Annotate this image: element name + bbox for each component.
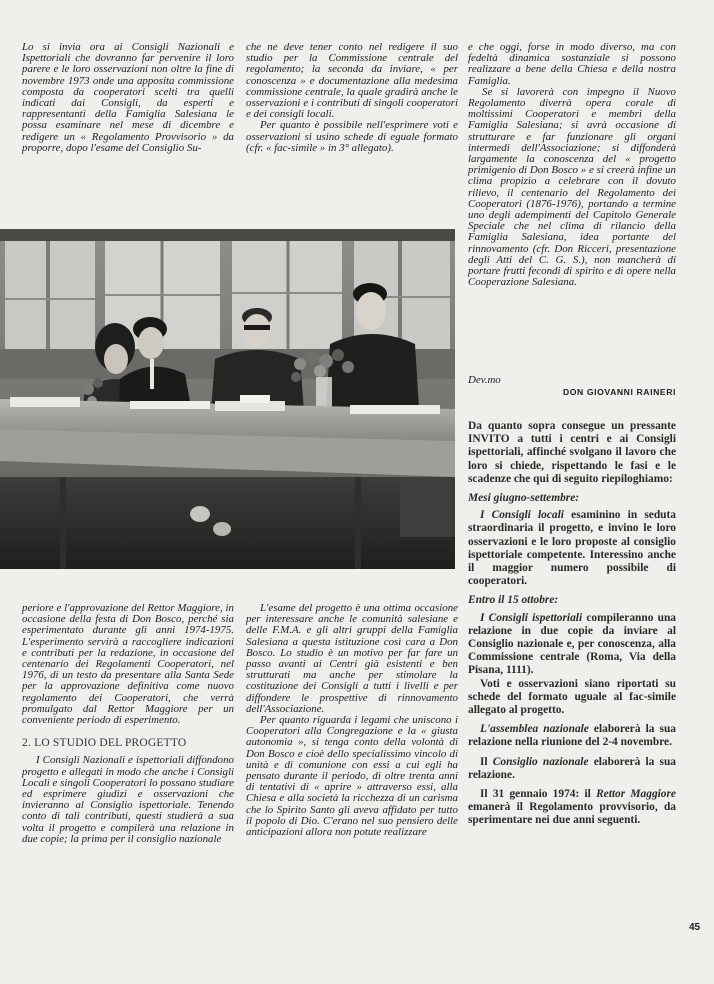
- text: emanerà il Regolamento provvisorio, da sperimentare nei due anni seguenti.: [468, 801, 676, 827]
- text: elaborerà la sua relazione nella riunione del 2-4 novembre.: [468, 723, 676, 749]
- section-heading: 2. LO STUDIO DEL PROGETTO: [22, 737, 187, 750]
- invitation-box: [468, 420, 676, 834]
- phase-paragraph: [468, 612, 676, 678]
- text: Il: [480, 755, 493, 768]
- emphasis: Consiglio nazionale: [492, 755, 589, 768]
- column-2-bottom: [246, 603, 458, 838]
- text: Il 31 gennaio 1974: il: [480, 788, 597, 801]
- phase-heading: Mesi giugno-settembre:: [468, 492, 580, 505]
- signature-block: [468, 374, 676, 397]
- paragraph: Se si lavorerà con impegno il Nuovo Regolamento diverrà opera corale di moltissimi Cooperatori e membri della Famiglia Salesiana; si avrà occasione di strutturare e far funzionare gli organi intermedi dell'Associazione; si diffonderà largamente la conoscenza del « progetto primigenio di Don Bosco » e si creerà infine un clima propizio a celebrare con il dovuto rilievo, il centenario del Regolamento dei Cooperatori (1876-1976), portando a termine uno degli adempimenti del Capitolo Generale Speciale che nel clima di rilancio della Famiglia Salesiana, idea portante del rinnovamento (cfr. Don Ricceri, presentazione degli Atti del C. G. S.), non mancherà di portare frutti fecondi di spirito e di opere nella Cooperazione Salesiana.: [468, 85, 676, 289]
- phase-paragraph: [468, 788, 676, 828]
- emphasis: Rettor Maggiore: [596, 788, 676, 801]
- column-1-bottom: [22, 603, 234, 845]
- text: esaminino in seduta straordinaria il progetto, e invino le loro osservazioni e le loro proposte al consiglio ispettoriale competente. Interessino anche il maggior numero possibile di cooperatori.: [468, 509, 676, 588]
- page-number: 45: [689, 922, 701, 933]
- paragraph: I Consigli Nazionali e ispettoriali diffondono progetto e allegati in modo che anche i Consigli Locali e singoli Cooperatori lo possano studiare ed esprimere giudizi e osservazioni che invieranno al Consiglio ispettoriale. Tenendo conto di tali contributi, questi studierà a sua volta il progetto e compilerà una relazione in due copie; la prima per il consiglio nazionale: [22, 754, 234, 845]
- text: compileranno una relazione in due copie da inviare al Consiglio nazionale e, per conoscenza, alla Commissione centrale (Roma, Via della Pisana, 1111).: [468, 611, 677, 677]
- text: elaborerà la sua relazione.: [468, 755, 677, 781]
- paragraph: e che oggi, forse in modo diverso, ma con fedeltà dinamica sostanziale si possono realizzare a bene della Chiesa e della nostra Famiglia.: [468, 41, 676, 87]
- column-1-top: [22, 42, 234, 154]
- intro-paragraph: Da quanto sopra consegue un pressante INVITO a tutti i centri e ai Consigli ispettoriali, affinché svolgano il lavoro che loro si chiede, rispettando le fasi e le scadenze che qui di seguito riepiloghiamo:: [468, 420, 676, 485]
- signature-name: DON GIOVANNI RAINERI: [562, 387, 676, 397]
- emphasis: I Consigli locali: [480, 509, 564, 522]
- paragraph: Lo si invia ora ai Consigli Nazionali e Ispettoriali che dovranno far pervenire il loro parere e le loro osservazioni non oltre la fine di novembre 1973 onde una apposita commissione composta da cooperatori scelti tra quelli indicati dai Consigli, da esperti e rappresentanti della Famiglia Salesiana le possa esaminare nel mese di dicembre e redigere un « Regolamento Provvisorio » da proporre, dopo l'esame del Consiglio Su-: [22, 41, 234, 154]
- column-3-top: [468, 42, 676, 288]
- emphasis: I Consigli ispettoriali: [480, 611, 583, 624]
- phase-paragraph: Voti e osservazioni siano riportati su schede del formato uguale al fac-simile allegato al progetto.: [468, 677, 676, 717]
- paragraph: Per quanto riguarda i legami che uniscono i Cooperatori alla Congregazione e la « giusta autonomia », si tenga conto della volontà di Don Bosco e cioè dello specialissimo vincolo di unità e di comunione con essi a cui egli ha pensato durante il periodo, di oltre trenta anni di tentativi di « aprire » attraverso essi, alla Chiesa e alla società la ricchezza di un carisma che lo Spirito Santo gli aveva affidato per tutto il popolo di Dio. C'erano nel suo pensiero delle anticipazioni allora non potute realizzare: [246, 714, 458, 839]
- phase-paragraph: [468, 509, 676, 588]
- emphasis: L'assemblea nazionale: [480, 723, 589, 736]
- paragraph: periore e l'approvazione del Rettor Maggiore, in occasione della festa di Don Bosco, perché sia esperimentato durante gli anni 1974-1975. L'esperimento servirà a raccogliere indicazioni e contributi per la redazione, in occasione del centenario dei Regolamenti Cooperatori, nel 1976, di un testo da presentare alla Santa Sede per la approvazione definitiva come nuovo regolamento dei Cooperatori, che verrà promulgato dal Rettor Maggiore per un conveniente periodo di esperimento.: [22, 602, 234, 727]
- paragraph: L'esame del progetto è una ottima occasione per interessare anche le comunità salesiane e delle F.M.A. e gli altri gruppi della Famiglia Salesiana a questa istituzione così cara a Don Bosco. Lo studio è un motivo per far fare un passo avanti ai Centri già esistenti e ben strutturati ma anche per stimolare la costituzione dei Consigli a tutti i livelli e per diffondere le prospettive di rinnovamento dell'Associazione.: [246, 602, 458, 715]
- meeting-photo: [0, 229, 455, 569]
- photo-illustration: [0, 229, 455, 569]
- column-2-top: [246, 42, 458, 154]
- phase-paragraph: [468, 723, 676, 749]
- paragraph: Per quanto è possibile nell'esprimere voti e osservazioni si usino schede di eguale formato (cfr. « fac-simile » in 3° allegato).: [246, 119, 458, 154]
- closing: Dev.mo: [468, 374, 501, 386]
- phase-heading: Entro il 15 ottobre:: [468, 594, 559, 607]
- phase-paragraph: [468, 756, 676, 782]
- paragraph: che ne deve tener conto nel redigere il suo studio per la Commissione centrale del regolamento; la seconda da inviare, « per conoscenza » e documentazione alla medesima commissione centrale, la quale gradirà anche le osservazioni e i contributi di singoli cooperatori e dei consigli locali.: [246, 41, 458, 121]
